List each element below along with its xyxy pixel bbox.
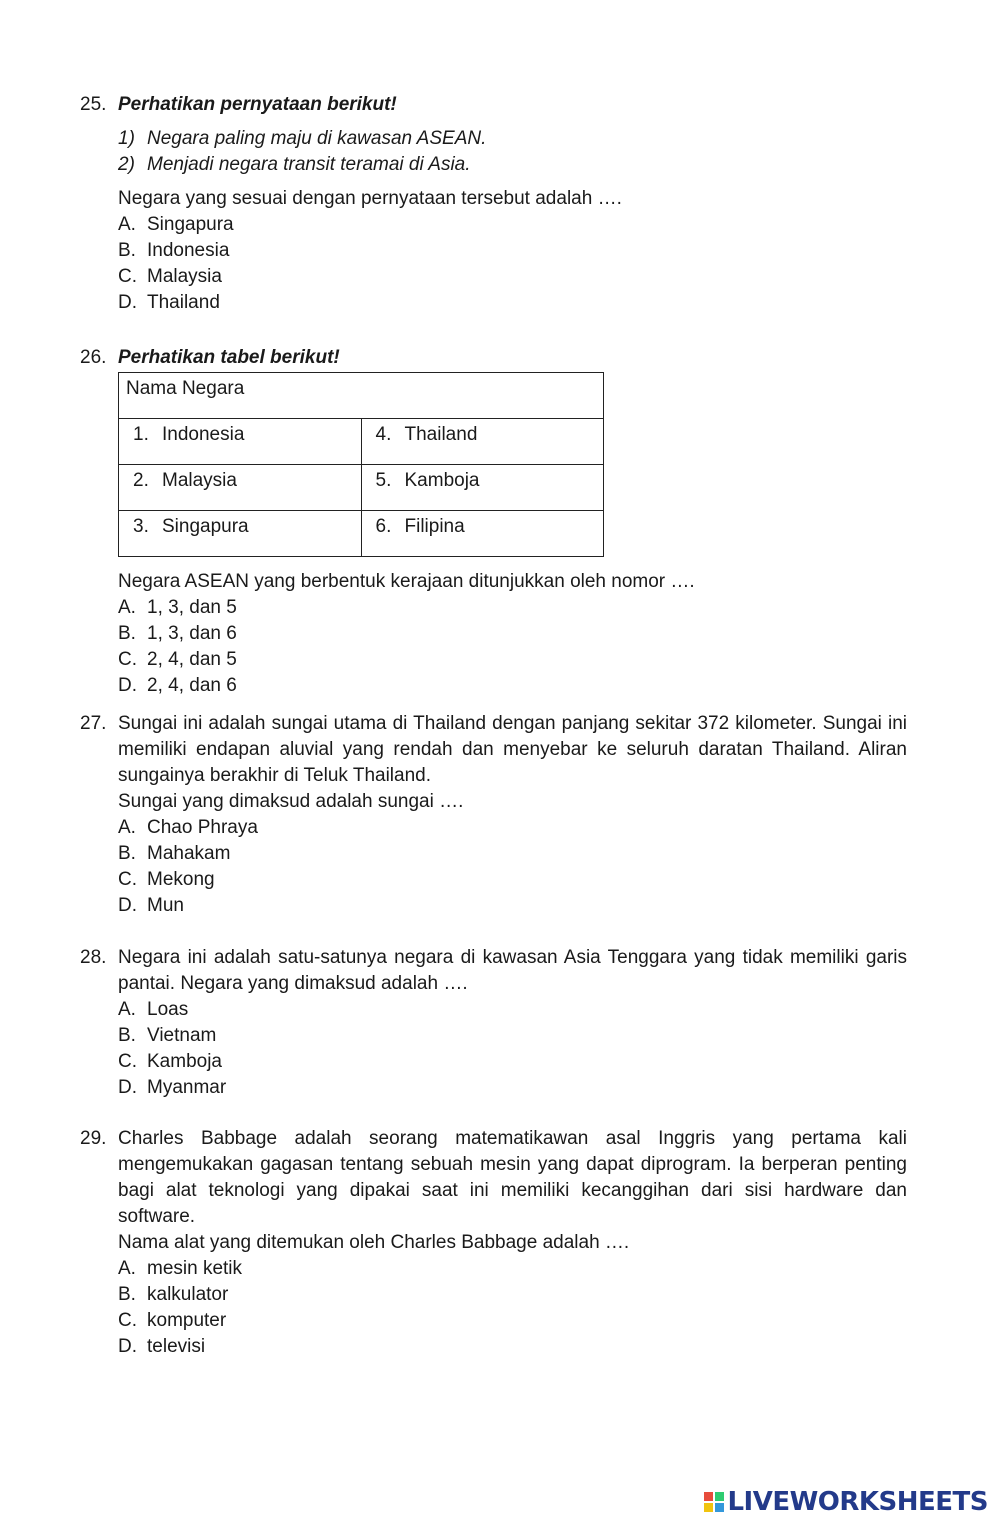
option-b[interactable] (118, 1023, 907, 1049)
option-d[interactable] (118, 290, 907, 316)
question-heading: Perhatikan tabel berikut! (118, 347, 340, 368)
option-a[interactable] (118, 1256, 907, 1282)
option-text: 1, 3, dan 5 (147, 597, 237, 618)
option-b[interactable] (118, 238, 907, 264)
option-list (118, 997, 907, 1101)
table-cell (361, 419, 604, 465)
cell-number: 6. (375, 516, 392, 537)
option-letter: A. (118, 1258, 136, 1279)
statement-number: 2) (118, 154, 135, 175)
cell-country: Thailand (404, 424, 478, 445)
option-list (118, 595, 907, 699)
option-text: televisi (147, 1336, 206, 1357)
option-text: Kamboja (147, 1051, 222, 1072)
option-b[interactable] (118, 841, 907, 867)
option-d[interactable] (118, 1075, 907, 1101)
question-number: 26. (80, 347, 107, 368)
question-27 (80, 711, 907, 919)
cell-number: 5. (375, 470, 392, 491)
cell-number: 1. (133, 424, 149, 445)
cell-country: Filipina (404, 516, 465, 537)
cell-number: 2. (133, 470, 149, 491)
cell-country: Indonesia (162, 424, 245, 445)
statement-text: Menjadi negara transit teramai di Asia. (147, 154, 471, 175)
option-letter: A. (118, 597, 136, 618)
option-text: 1, 3, dan 6 (147, 623, 237, 644)
option-text: 2, 4, dan 5 (147, 649, 237, 670)
option-d[interactable] (118, 893, 907, 919)
option-letter: B. (118, 843, 136, 864)
question-number: 28. (80, 947, 107, 968)
option-c[interactable] (118, 867, 907, 893)
option-d[interactable] (118, 673, 907, 699)
logo-block (715, 1492, 724, 1501)
option-a[interactable] (118, 815, 907, 841)
option-text: Singapura (147, 214, 234, 235)
question-prompt: Sungai yang dimaksud adalah sungai …. (118, 791, 464, 812)
option-letter: A. (118, 817, 136, 838)
option-list (118, 212, 907, 316)
question-heading: Perhatikan pernyataan berikut! (118, 94, 397, 115)
country-table (118, 372, 604, 557)
option-list (118, 1256, 907, 1360)
option-b[interactable] (118, 1282, 907, 1308)
option-letter: C. (118, 266, 137, 287)
statement-list (118, 126, 907, 178)
option-letter: C. (118, 1051, 137, 1072)
option-letter: B. (118, 623, 136, 644)
statement-text: Negara paling maju di kawasan ASEAN. (147, 128, 487, 149)
question-text: Sungai ini adalah sungai utama di Thailand dengan panjang sekitar 372 kilometer. Sungai ini memiliki endapan aluvial yang rendah dan menyebar ke seluruh daratan Thailand. Aliran sungainya berakhir di Teluk Thailand. (118, 713, 907, 786)
option-text: Loas (147, 999, 189, 1020)
option-text: Mekong (147, 869, 215, 890)
option-text: Thailand (147, 292, 220, 313)
option-letter: D. (118, 1077, 137, 1098)
option-letter: D. (118, 895, 137, 916)
table-cell (119, 511, 362, 557)
option-letter: B. (118, 1284, 136, 1305)
question-number: 27. (80, 713, 107, 734)
option-text: Indonesia (147, 240, 230, 261)
option-d[interactable] (118, 1334, 907, 1360)
question-number: 25. (80, 94, 107, 115)
option-c[interactable] (118, 1049, 907, 1075)
option-letter: C. (118, 1310, 137, 1331)
option-text: Mahakam (147, 843, 231, 864)
question-prompt: Negara ASEAN yang berbentuk kerajaan ditunjukkan oleh nomor …. (118, 571, 695, 592)
option-letter: D. (118, 292, 137, 313)
option-letter: B. (118, 1025, 136, 1046)
logo-block (704, 1503, 713, 1512)
table-cell (119, 419, 362, 465)
logo-block (715, 1503, 724, 1512)
cell-number: 4. (375, 424, 392, 445)
cell-country: Kamboja (404, 470, 480, 491)
table-header: Nama Negara (119, 373, 604, 419)
option-letter: A. (118, 214, 136, 235)
statement-item (118, 126, 907, 152)
option-a[interactable] (118, 997, 907, 1023)
cell-number: 3. (133, 516, 149, 537)
statement-item (118, 152, 907, 178)
liveworksheets-logo (704, 1489, 988, 1515)
logo-blocks-icon (704, 1492, 724, 1512)
option-text: Mun (147, 895, 184, 916)
cell-country: Malaysia (162, 470, 237, 491)
question-prompt: Negara yang sesuai dengan pernyataan tersebut adalah …. (118, 188, 622, 209)
table-cell (119, 465, 362, 511)
question-28 (80, 945, 907, 1101)
option-text: kalkulator (147, 1284, 229, 1305)
question-text: Charles Babbage adalah seorang matematikawan asal Inggris yang pertama kali mengemukakan gagasan tentang sebuah mesin yang dapat diprogram. Ia berperan penting bagi alat teknologi yang dipakai saat ini memiliki kecanggihan dari sisi hardware dan software. (118, 1128, 907, 1227)
option-c[interactable] (118, 647, 907, 673)
logo-block (704, 1492, 713, 1501)
statement-number: 1) (118, 128, 135, 149)
option-c[interactable] (118, 264, 907, 290)
option-text: Myanmar (147, 1077, 227, 1098)
table-row (119, 465, 604, 511)
option-list (118, 815, 907, 919)
logo-text: LIVEWORKSHEETS (727, 1487, 988, 1517)
table-row (119, 419, 604, 465)
option-text: 2, 4, dan 6 (147, 675, 237, 696)
cell-country: Singapura (162, 516, 249, 537)
option-letter: D. (118, 1336, 137, 1357)
question-25 (80, 92, 907, 316)
option-letter: C. (118, 869, 137, 890)
option-b[interactable] (118, 621, 907, 647)
option-a[interactable] (118, 212, 907, 238)
table-row (119, 511, 604, 557)
table-cell (361, 511, 604, 557)
option-a[interactable] (118, 595, 907, 621)
option-letter: C. (118, 649, 137, 670)
option-text: Malaysia (147, 266, 222, 287)
question-text: Negara ini adalah satu-satunya negara di kawasan Asia Tenggara yang tidak memiliki garis pantai. Negara yang dimaksud adalah …. (118, 947, 907, 994)
option-text: mesin ketik (147, 1258, 243, 1279)
option-letter: A. (118, 999, 136, 1020)
option-letter: D. (118, 675, 137, 696)
option-letter: B. (118, 240, 136, 261)
option-text: komputer (147, 1310, 227, 1331)
option-c[interactable] (118, 1308, 907, 1334)
option-text: Chao Phraya (147, 817, 258, 838)
question-prompt: Nama alat yang ditemukan oleh Charles Babbage adalah …. (118, 1232, 630, 1253)
question-29 (80, 1126, 907, 1360)
option-text: Vietnam (147, 1025, 217, 1046)
question-number: 29. (80, 1128, 107, 1149)
table-cell (361, 465, 604, 511)
question-26 (80, 345, 907, 699)
